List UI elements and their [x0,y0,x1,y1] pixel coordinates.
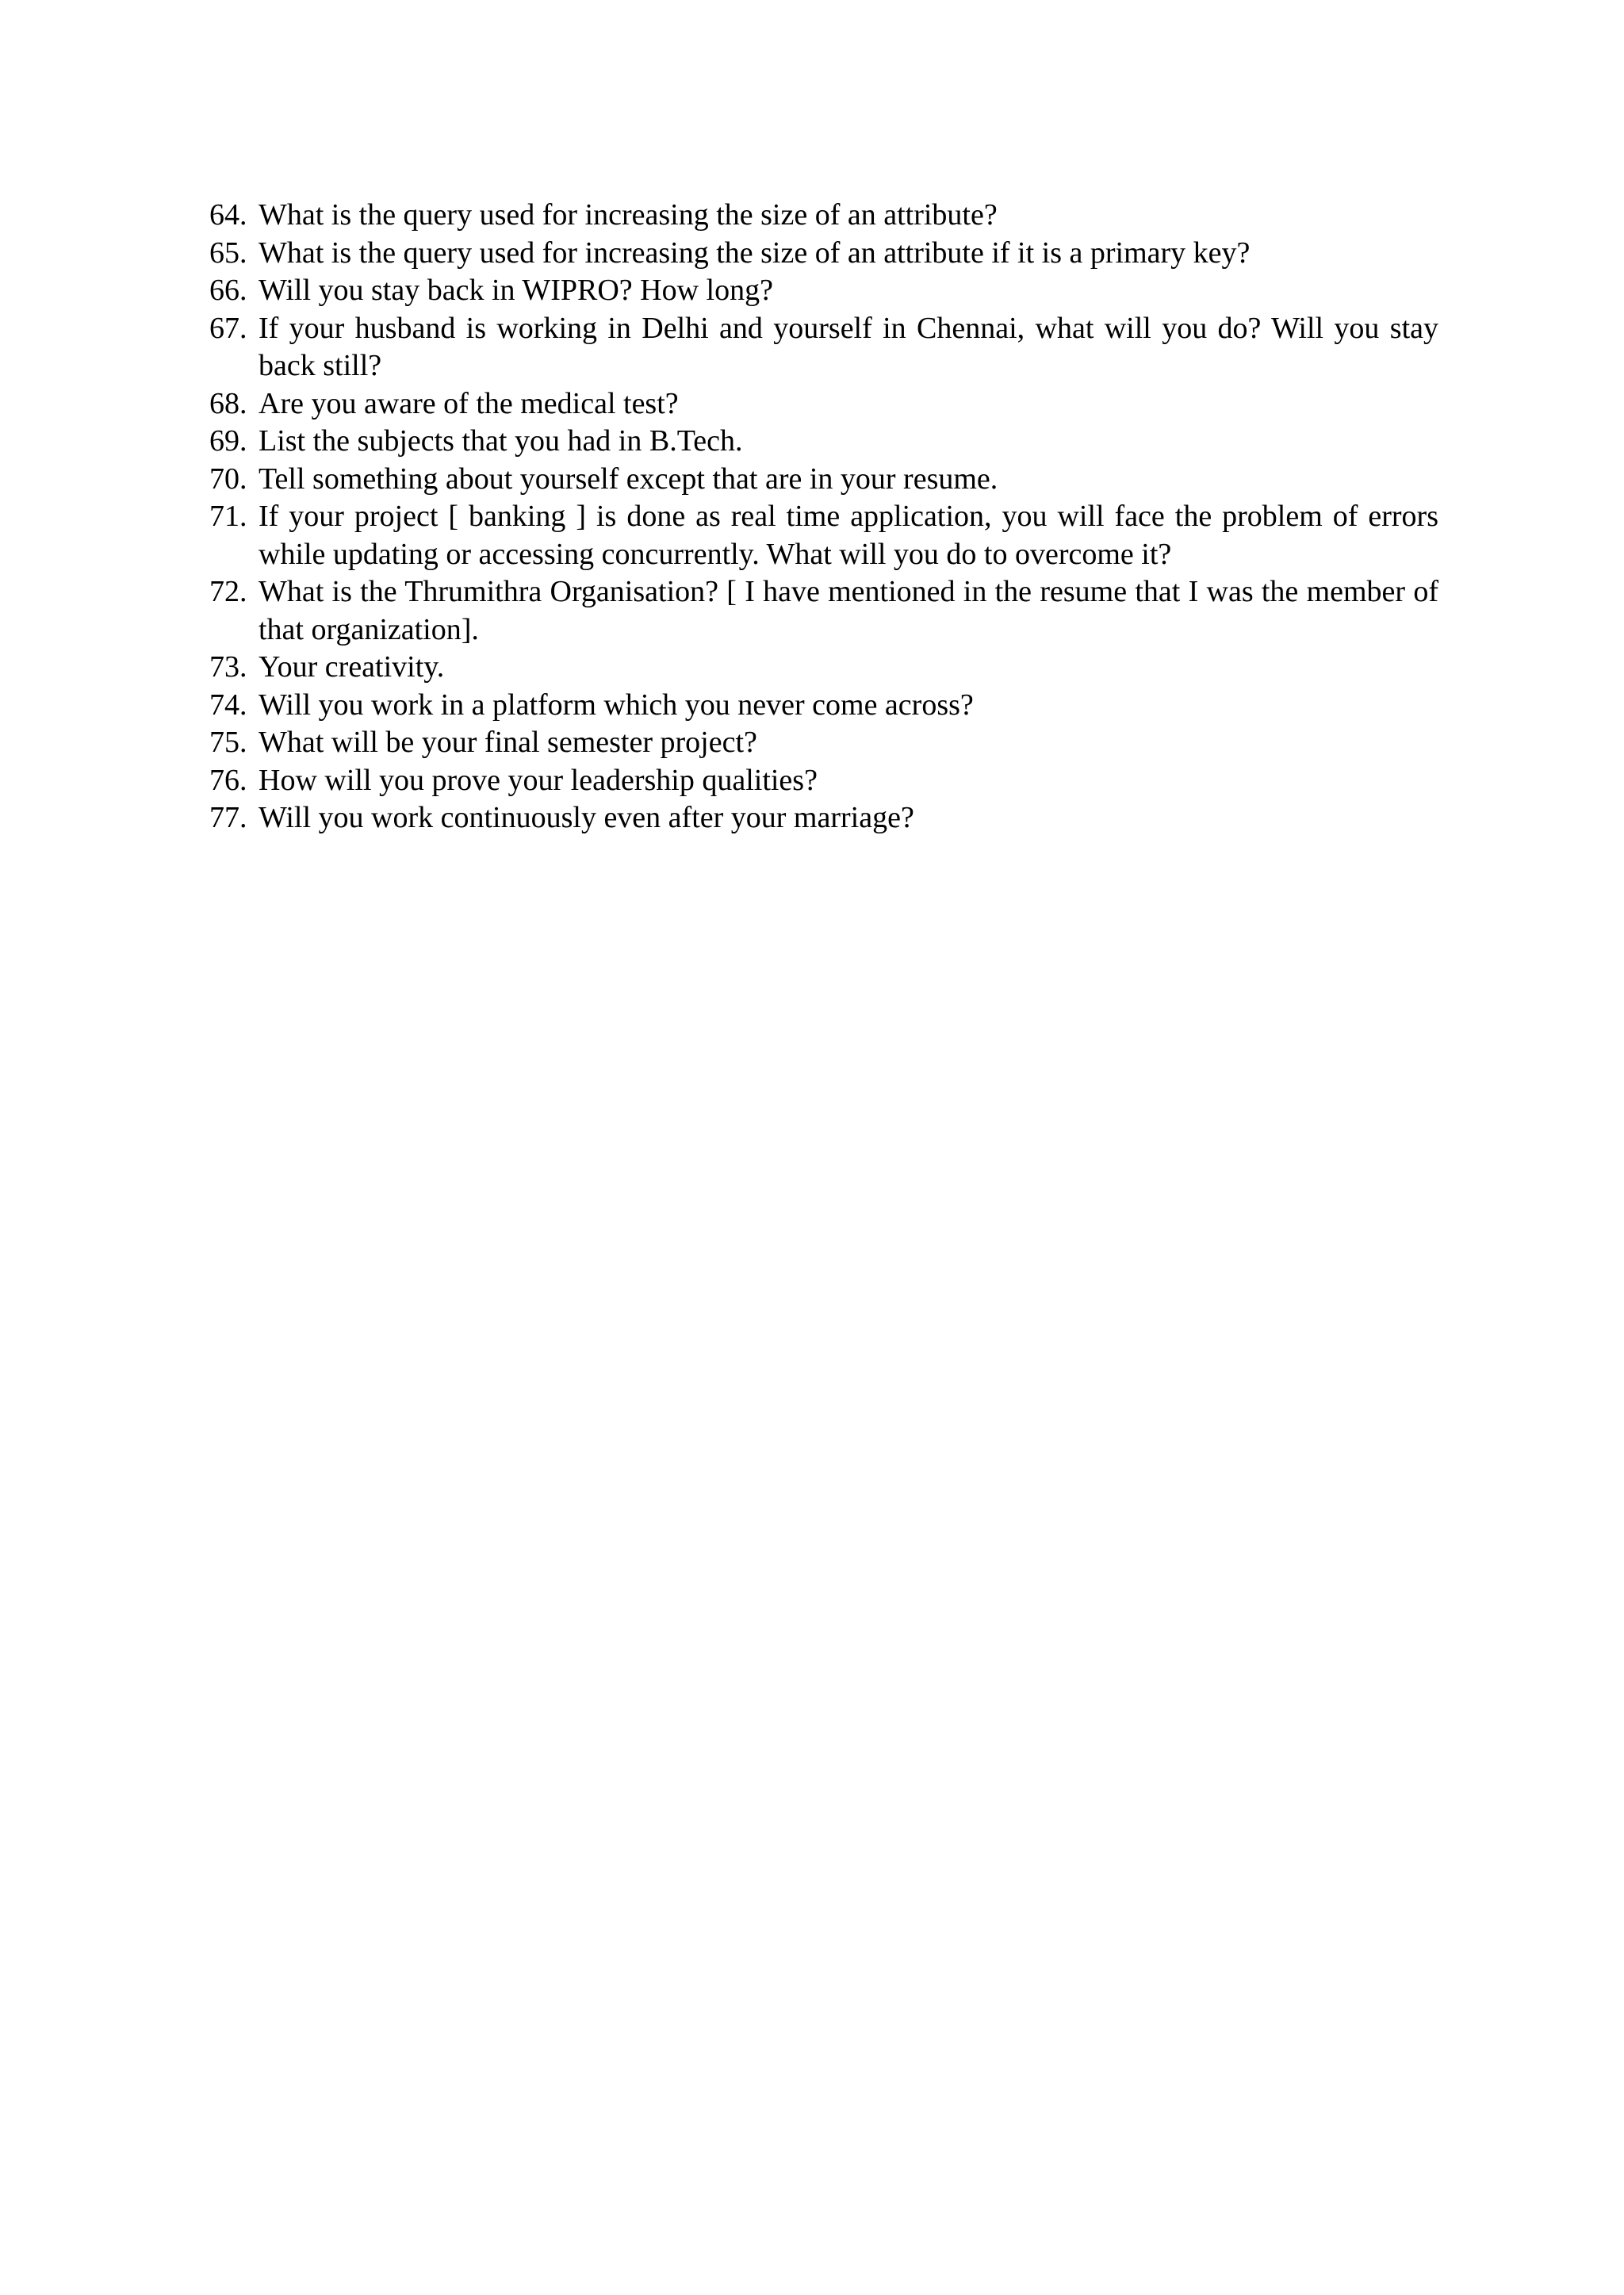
question-text: What is the query used for increasing the size of an attribute? [259,198,998,232]
question-item [209,235,1438,273]
question-item [209,799,1438,837]
question-number: 65. [209,236,247,270]
question-text: Tell something about yourself except that are in your resume. [259,462,998,496]
question-number: 74. [209,688,247,722]
question-text: What will be your final semester project? [259,726,757,759]
question-text: Are you aware of the medical test? [259,386,679,420]
question-item [209,423,1438,461]
question-text: Will you work continuously even after your marriage? [259,801,914,834]
question-item [209,272,1438,310]
question-number: 73. [209,650,247,684]
question-text: If your project [ banking ] is done as real time application, you will face the problem of errors while updating or accessing concurrently. What will you do to overcome it? [259,500,1438,571]
question-item [209,498,1438,573]
question-item [209,197,1438,235]
question-text: What is the Thrumithra Organisation? [ I have mentioned in the resume that I was the member of that organization]. [259,575,1438,646]
question-item [209,687,1438,725]
question-item [209,310,1438,385]
question-number: 68. [209,386,247,420]
question-text: If your husband is working in Delhi and yourself in Chennai, what will you do? Will you stay back still? [259,311,1438,382]
question-text: How will you prove your leadership qualities? [259,763,818,797]
question-number: 70. [209,462,247,496]
question-item [209,649,1438,687]
question-text: Your creativity. [259,650,445,684]
question-item [209,385,1438,423]
question-item [209,573,1438,649]
question-number: 72. [209,575,247,608]
question-text: What is the query used for increasing the size of an attribute if it is a primary key? [259,236,1251,270]
question-number: 75. [209,726,247,759]
question-list [209,197,1438,837]
question-number: 69. [209,424,247,458]
question-number: 67. [209,311,247,345]
question-number: 66. [209,274,247,307]
question-item [209,762,1438,800]
question-text: List the subjects that you had in B.Tech. [259,424,743,458]
question-item [209,461,1438,499]
question-number: 77. [209,801,247,834]
question-text: Will you work in a platform which you never come across? [259,688,974,722]
question-text: Will you stay back in WIPRO? How long? [259,274,773,307]
question-number: 76. [209,763,247,797]
question-number: 64. [209,198,247,232]
question-item [209,724,1438,762]
question-number: 71. [209,500,247,533]
